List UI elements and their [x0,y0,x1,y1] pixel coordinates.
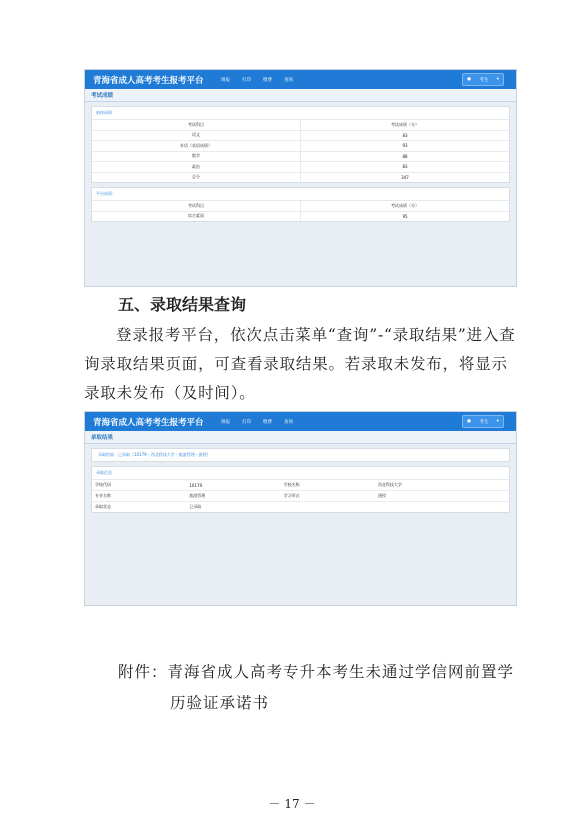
attachment-line-1: 附件：青海省成人高考专升本考生未通过学信网前置学 [118,663,515,681]
table-row [92,141,509,152]
table-row [92,502,509,513]
field-label: 学习形式 [281,491,375,502]
table-row [92,162,509,173]
table-header-row [92,201,509,211]
page-number: － 17 － [268,797,316,811]
main-menu [221,77,293,83]
menu-item-query[interactable]: 查询 [284,419,293,425]
subject-cell: 数学 [92,151,301,162]
panel-title: 最终成绩： [92,107,509,120]
panel-title: 平台成绩： [92,188,509,201]
field-value: 10179 [189,482,203,488]
admission-notice [91,448,510,462]
instruction-paragraph [84,321,518,408]
score-cell: 88 [301,151,510,162]
menu-item-pay[interactable]: 缴费 [263,77,272,83]
panel-title: 录取信息 [92,467,509,480]
table-row [92,211,509,221]
score-screenshot [84,69,517,287]
user-name: 考生 [479,77,489,83]
field-label: 录取状态 [92,502,186,513]
table-row [92,151,509,162]
field-value: 已录取 [186,502,280,513]
platform-score-panel [91,187,510,222]
admission-notice-text: 录取结果：已录取（10179 - 西北科技大学 - 旅游管理 - 函授） [98,452,211,457]
main-menu [221,419,293,425]
table-row [92,172,509,182]
menu-item-query[interactable]: 查询 [284,77,293,83]
field-value: 西北科技大学 [377,482,402,487]
platform-brand: 青海省成人高考考生报考平台 [93,75,204,86]
menu-item-print[interactable]: 打印 [242,419,251,425]
final-score-panel [91,106,510,183]
subject-cell: 总分 [92,172,301,182]
score-cell: 93 [301,141,510,152]
menu-item-fill[interactable]: 填报 [221,77,230,83]
menu-item-print[interactable]: 打印 [242,77,251,83]
column-header: 考试成绩（分） [391,121,419,127]
admission-info-table [92,480,509,512]
platform-brand: 青海省成人高考考生报考平台 [93,417,204,428]
platform-score-table [92,201,509,221]
chevron-down-icon: ▾ [496,419,499,424]
subject-cell: 综合素质 [92,211,301,221]
field-value [375,502,509,513]
column-header: 考试科目 [92,120,301,130]
table-row [92,130,509,141]
section-heading: 五、录取结果查询 [118,295,247,314]
paragraph-text: 登录报考平台，依次点击菜单“查询”-“录取结果”进入查询录取结果页面，可查看录取结果。若录取未发布，将显示录取未发布（及时间）。 [84,326,516,402]
menu-item-fill[interactable]: 填报 [221,419,230,425]
menu-item-pay[interactable]: 缴费 [263,419,272,425]
admission-screenshot [84,411,517,606]
subject-cell: 政治 [92,162,301,173]
attachment-note [118,657,528,719]
user-menu-button[interactable] [462,415,504,428]
score-cell: 83 [301,130,510,141]
score-cell: 83 [301,162,510,173]
admission-info-panel [91,466,510,513]
field-label: 学校名称 [283,482,300,487]
field-label: 学校代码 [95,482,111,487]
user-icon: ● [467,419,472,424]
column-header: 考试科目 [92,201,301,211]
user-icon: ● [467,77,472,82]
subject-cell: 外语（英语成绩） [92,141,301,152]
score-cell: 95 [301,211,510,221]
chevron-down-icon: ▾ [496,77,499,82]
table-row [92,491,509,502]
subject-cell: 语文 [92,130,301,141]
field-label [281,502,375,513]
top-navbar [85,70,516,89]
table-header-row [92,120,509,130]
field-value: 旅游管理 [186,491,280,502]
attachment-line-2: 历验证承诺书 [170,694,270,712]
top-navbar [85,412,516,431]
table-row [92,480,509,491]
field-label: 专业名称 [92,491,186,502]
field-value: 函授 [375,491,509,502]
page-title: 录取结果 [85,431,516,444]
score-cell: 347 [301,172,510,182]
page-title: 考试成绩 [85,89,516,102]
column-header: 考试成绩（分） [391,202,419,208]
score-table [92,120,509,182]
user-name: 考生 [479,419,489,425]
user-menu-button[interactable] [462,73,504,86]
